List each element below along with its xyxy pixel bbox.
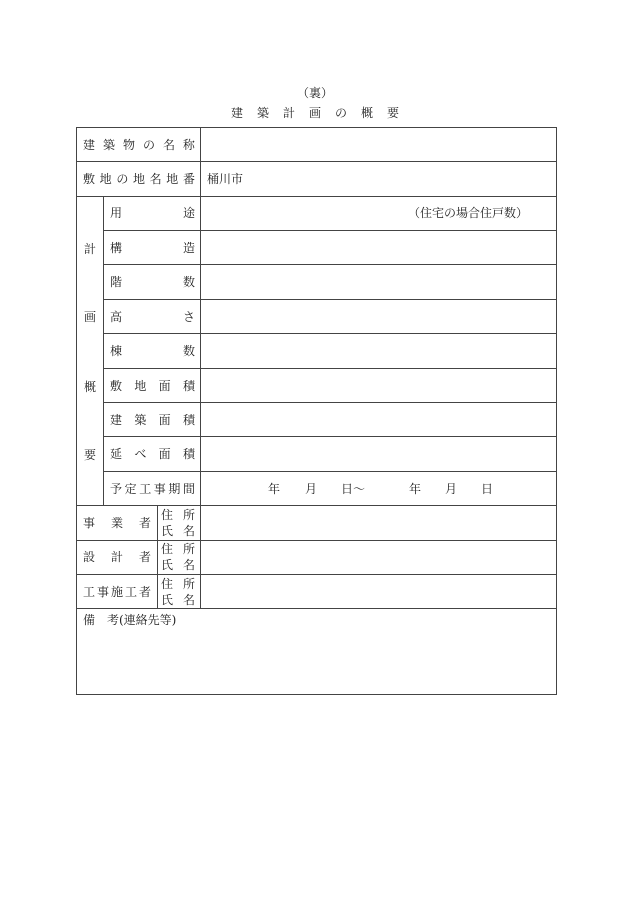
row-divider <box>77 161 556 162</box>
party-label-contractor: 工 事 施 工 者 <box>83 585 151 599</box>
row-divider <box>103 436 556 437</box>
period-month-start: 月 <box>305 482 318 496</box>
page-title: 建築計画の概要 <box>230 106 413 120</box>
plan-item-period: 予 定 工 事 期 間 <box>110 482 195 496</box>
plan-item-floors: 階 数 <box>110 275 195 289</box>
plan-group-char: 画 <box>83 310 96 324</box>
reverse-side-mark: （裏） <box>296 86 333 100</box>
row-divider <box>103 230 556 231</box>
party-divider <box>157 505 158 608</box>
period-year-end: 年 <box>409 482 422 496</box>
row-divider <box>103 471 556 472</box>
period-day-end: 日 <box>481 482 494 496</box>
plan-item-use: 用 途 <box>110 206 195 220</box>
plan-item-buildings: 棟 数 <box>110 344 195 358</box>
plan-group-char: 要 <box>83 448 96 462</box>
plan-item-building-area: 建 築 面 積 <box>110 413 195 427</box>
plan-group-char: 概 <box>83 380 96 394</box>
period-day-start: 日〜 <box>341 482 366 496</box>
row-divider <box>103 402 556 403</box>
plan-item-structure: 構 造 <box>110 241 195 255</box>
owner-address-label: 住 所 <box>161 508 195 522</box>
row-divider <box>77 196 556 197</box>
row-divider <box>77 608 556 609</box>
row-divider <box>103 264 556 265</box>
contractor-address-label: 住 所 <box>161 577 195 591</box>
designer-address-label: 住 所 <box>161 542 195 556</box>
group-divider <box>103 196 104 505</box>
row-divider <box>103 299 556 300</box>
period-month-end: 月 <box>445 482 458 496</box>
plan-group-char: 計 <box>83 242 96 256</box>
remarks-label: 備 考(連絡先等) <box>83 613 177 627</box>
row-divider <box>103 368 556 369</box>
housing-units-note: （住宅の場合住戸数） <box>408 206 529 220</box>
designer-name-label: 氏 名 <box>161 558 195 572</box>
building-plan-form <box>76 127 557 695</box>
contractor-name-label: 氏 名 <box>161 593 195 607</box>
plan-item-site-area: 敷 地 面 積 <box>110 379 195 393</box>
row-divider <box>77 540 556 541</box>
site-address-value: 桶川市 <box>207 172 244 186</box>
party-label-owner: 事 業 者 <box>83 516 151 530</box>
building-name-label: 建 築 物 の 名 称 <box>83 138 195 152</box>
owner-name-label: 氏 名 <box>161 524 195 538</box>
row-divider <box>77 574 556 575</box>
label-divider <box>200 128 201 608</box>
plan-item-height: 高 さ <box>110 310 195 324</box>
site-address-label: 敷 地 の 地 名 地 番 <box>83 172 195 186</box>
period-year-start: 年 <box>268 482 281 496</box>
row-divider <box>103 333 556 334</box>
party-label-designer: 設 計 者 <box>83 550 151 564</box>
row-divider <box>77 505 556 506</box>
plan-item-floor-area: 延 べ 面 積 <box>110 447 195 461</box>
